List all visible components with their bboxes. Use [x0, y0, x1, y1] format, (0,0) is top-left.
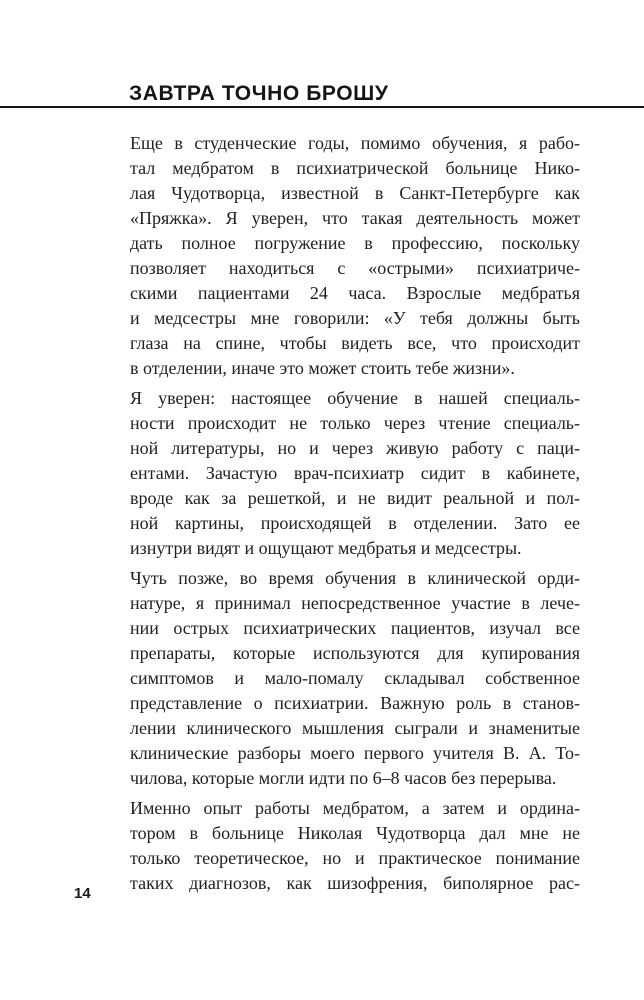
- text-line: клинические разборы моего первого учителя В. А. То-: [130, 743, 580, 763]
- text-line: скими пациентами 24 часа. Взрослые медбратья: [130, 283, 580, 303]
- chapter-title: ЗАВТРА ТОЧНО БРОШУ: [129, 82, 389, 105]
- text-line: позволяет находиться с «острыми» психиатриче-: [130, 258, 580, 278]
- text-line: чилова, которые могли идти по 6–8 часов без перерыва.: [130, 768, 557, 788]
- text-line: таких диагнозов, как шизофрения, биполярное рас-: [130, 873, 580, 893]
- text-line: в отделении, иначе это может стоить тебе жизни».: [130, 358, 515, 378]
- paragraph: [130, 131, 580, 381]
- text-line: ной литературы, но и через живую работу с паци-: [130, 438, 580, 458]
- text-line: представление о психиатрии. Важную роль в станов-: [130, 693, 580, 713]
- text-line: симптомов и мало-помалу складывал собственное: [130, 668, 580, 688]
- text-line: изнутри видят и ощущают медбратья и медсестры.: [130, 538, 522, 558]
- text-line: натуре, я принимал непосредственное участие в лече-: [130, 593, 580, 613]
- text-line: ности происходит не только через чтение специаль-: [130, 413, 580, 433]
- text-line: тал медбратом в психиатрической больнице Нико-: [130, 158, 580, 178]
- text-line: Я уверен: настоящее обучение в нашей специаль-: [130, 388, 580, 408]
- text-line: Еще в студенческие годы, помимо обучения, я рабо-: [130, 133, 580, 153]
- text-line: тором в больнице Николая Чудотворца дал мне не: [130, 823, 580, 843]
- text-line: «Пряжка». Я уверен, что такая деятельность может: [130, 208, 580, 228]
- paragraph: [130, 796, 580, 896]
- text-line: дать полное погружение в профессию, поскольку: [130, 233, 580, 253]
- text-line: Именно опыт работы медбратом, а затем и ордина-: [130, 798, 580, 818]
- text-line: нии острых психиатрических пациентов, изучал все: [130, 618, 580, 638]
- text-line: глаза на спине, чтобы видеть все, что происходит: [130, 333, 580, 353]
- text-line: только теоретическое, но и практическое понимание: [130, 848, 580, 868]
- page-number: 14: [74, 885, 91, 902]
- text-line: препараты, которые используются для купирования: [130, 643, 580, 663]
- paragraph: [130, 386, 580, 561]
- text-line: вроде как за решеткой, и не видит реальной и пол-: [130, 488, 580, 508]
- text-line: ентами. Зачастую врач-психиатр сидит в кабинете,: [130, 463, 580, 483]
- text-line: и медсестры мне говорили: «У тебя должны быть: [130, 308, 580, 328]
- text-block: [130, 131, 580, 901]
- header-rule: [0, 106, 644, 108]
- text-line: лении клинического мышления сыграли и знаменитые: [130, 718, 580, 738]
- paragraph: [130, 566, 580, 791]
- text-line: ной картины, происходящей в отделении. Зато ее: [130, 513, 580, 533]
- text-line: Чуть позже, во время обучения в клинической орди-: [130, 568, 580, 588]
- text-line: лая Чудотворца, известной в Санкт-Петербурге как: [130, 183, 580, 203]
